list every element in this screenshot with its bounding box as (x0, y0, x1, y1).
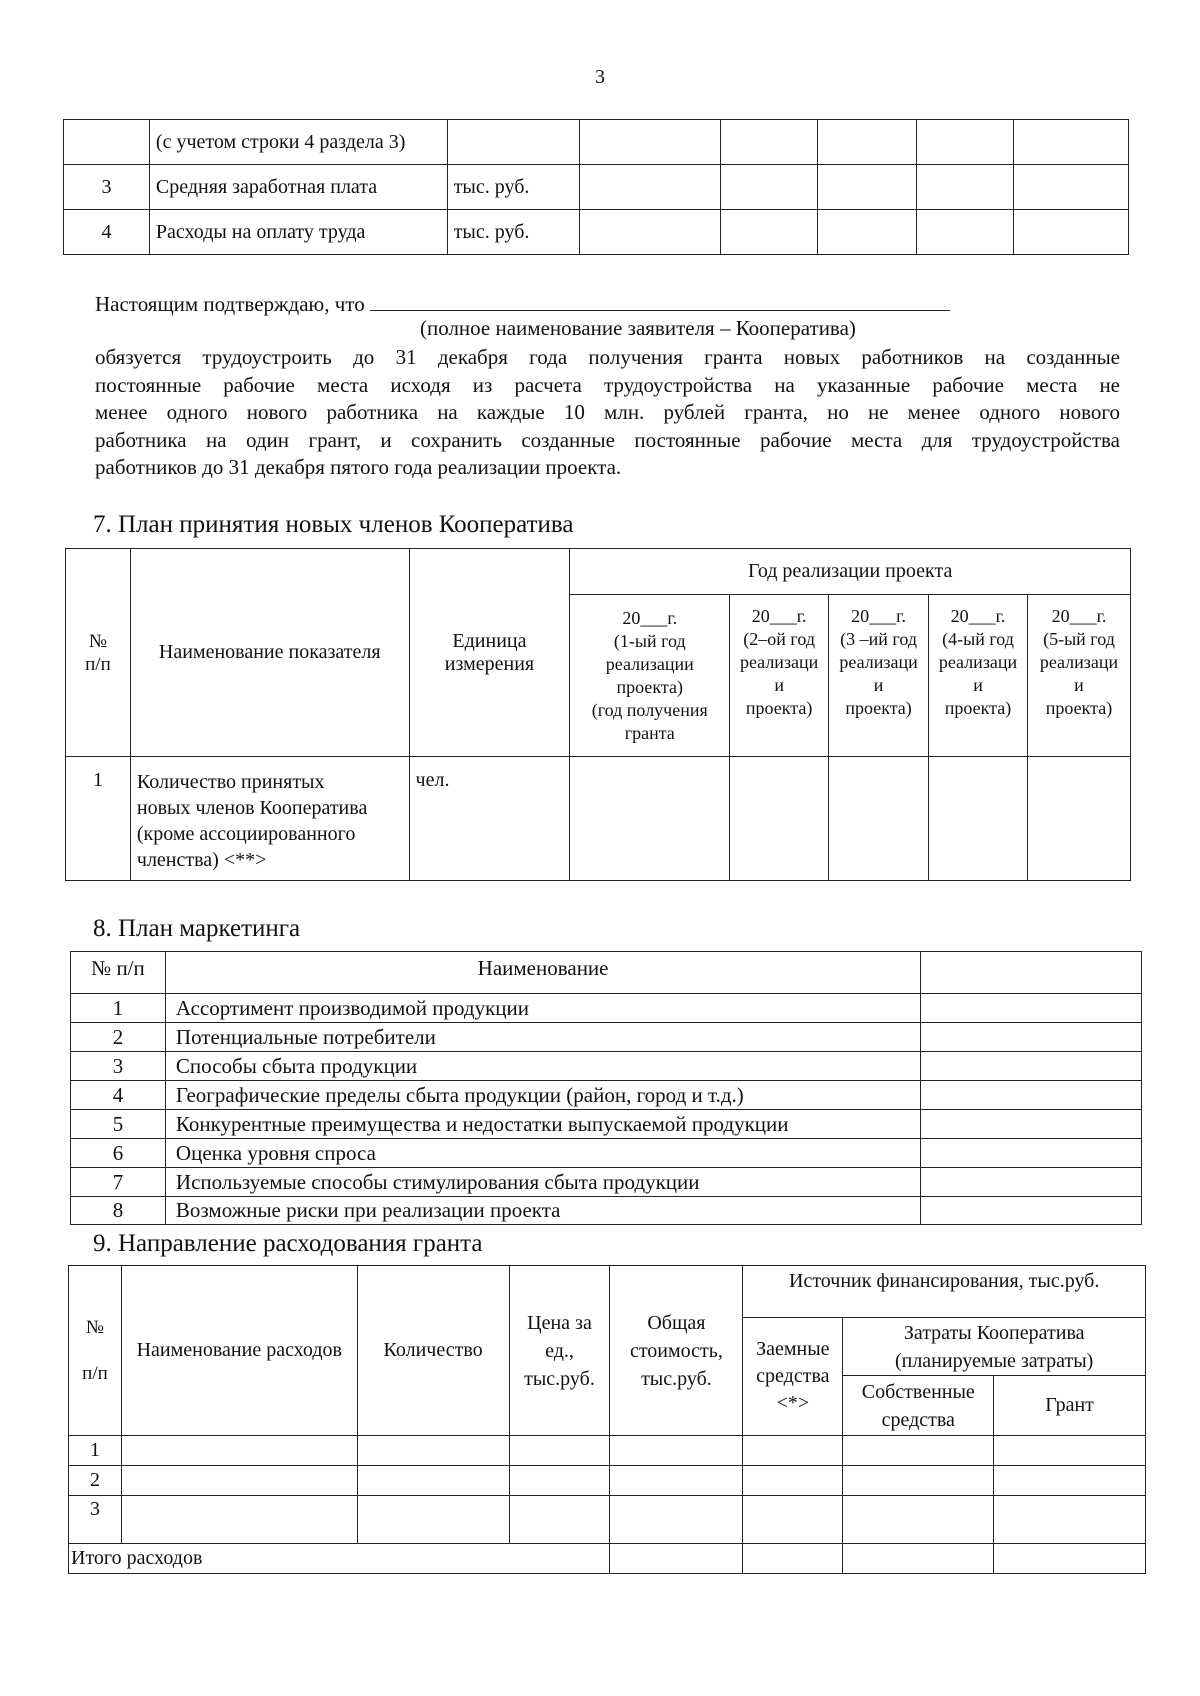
col-group-project-year: Год реализации проекта (570, 549, 1131, 595)
row-name: Оценка уровня спроса (165, 1139, 920, 1168)
total-loan-cell[interactable] (743, 1544, 843, 1574)
header-line: тыс.руб. (524, 1367, 595, 1390)
table-row (71, 1023, 1142, 1052)
col-header-loan-funds (743, 1318, 843, 1436)
row-number: 4 (71, 1081, 166, 1110)
col-header-grant: Грант (994, 1376, 1146, 1436)
header-line: и (973, 675, 983, 695)
value-cell[interactable] (917, 210, 1014, 255)
header-line: проекта) (944, 698, 1012, 718)
header-line: 20___г. (1051, 606, 1107, 626)
value-cell[interactable] (121, 1466, 357, 1496)
row-name: Расходы на оплату труда (149, 210, 447, 255)
row-name-line: (кроме ассоциированного (136, 823, 356, 845)
table-row (69, 1466, 1146, 1496)
value-cell[interactable] (1014, 165, 1129, 210)
table-row (71, 1168, 1142, 1197)
table-row (71, 1052, 1142, 1081)
col-group-coop-costs (843, 1318, 1146, 1376)
value-cell[interactable] (743, 1496, 843, 1544)
applicant-name-hint: (полное наименование заявителя – Кооператива) (420, 316, 856, 340)
confirmation-line: работников до 31 декабря пятого года реализации проекта. (95, 455, 622, 479)
row-name: Потенциальные потребители (165, 1023, 920, 1052)
total-cost-cell[interactable] (610, 1544, 743, 1574)
value-cell[interactable] (610, 1466, 743, 1496)
value-cell[interactable] (917, 120, 1014, 165)
row-unit (447, 120, 579, 165)
row-number: 4 (64, 210, 150, 255)
value-cell[interactable] (1014, 210, 1129, 255)
header-line: реализации (605, 653, 694, 674)
confirmation-line: работника на один грант, и сохранить созданные постоянные рабочие места для трудоустройства (95, 427, 1120, 452)
table-row (71, 1197, 1142, 1225)
value-cell[interactable] (994, 1436, 1146, 1466)
row-name: Средняя заработная плата (149, 165, 447, 210)
value-cell[interactable] (579, 120, 721, 165)
row-name: Используемые способы стимулирования сбыта продукции (165, 1168, 920, 1197)
value-cell[interactable] (509, 1466, 610, 1496)
value-cell[interactable] (357, 1466, 509, 1496)
value-cell[interactable] (1014, 120, 1129, 165)
value-cell[interactable] (843, 1496, 994, 1544)
header-line: (5-ый год (1043, 629, 1115, 649)
value-cell[interactable] (509, 1436, 610, 1466)
value-cell[interactable] (921, 1139, 1142, 1168)
value-cell[interactable] (921, 1197, 1142, 1225)
header-line: (планируемые затраты) (894, 1349, 1094, 1372)
row-name: (с учетом строки 4 раздела 3) (149, 120, 447, 165)
value-cell[interactable] (579, 165, 721, 210)
header-line: (год получения (591, 699, 708, 720)
staff-table-continuation (63, 119, 1129, 255)
header-line: стоимость, (629, 1339, 723, 1362)
table-row (64, 165, 1129, 210)
col-header-year-5 (1027, 595, 1130, 757)
header-line: Цена за (527, 1311, 592, 1334)
header-line: № (85, 1316, 105, 1338)
row-number (64, 120, 150, 165)
confirmation-line: постоянные рабочие места исходя из расчета трудоустройства на указанные рабочие места не (95, 372, 1120, 397)
col-header-number: № п/п (71, 952, 166, 994)
value-cell[interactable] (921, 1168, 1142, 1197)
applicant-name-field[interactable] (370, 288, 950, 311)
header-line: проекта) (745, 698, 813, 718)
col-header-number (69, 1266, 122, 1436)
value-cell[interactable] (929, 757, 1028, 881)
col-header-name: Наименование показателя (130, 549, 409, 757)
header-line: и (1074, 675, 1084, 695)
table-row (69, 1436, 1146, 1466)
row-number: 2 (69, 1466, 122, 1496)
row-unit: тыс. руб. (447, 210, 579, 255)
header-line: средства (756, 1365, 830, 1387)
table-row (64, 210, 1129, 255)
grant-spending-table (68, 1265, 1146, 1574)
header-line: реализаци (938, 652, 1018, 672)
col-header-expense-name: Наименование расходов (121, 1266, 357, 1436)
header-line: проекта) (616, 676, 683, 697)
confirmation-line: обязуется трудоустроить до 31 декабря года получения гранта новых работников на созданные (95, 345, 1120, 369)
header-line: реализаци (839, 652, 918, 672)
value-cell[interactable] (721, 210, 818, 255)
header-line: ед., (545, 1339, 574, 1362)
row-name: Конкурентные преимущества и недостатки выпускаемой продукции (165, 1110, 920, 1139)
value-cell[interactable] (509, 1496, 610, 1544)
col-header-unit (409, 549, 570, 757)
new-members-plan-table (65, 548, 1131, 881)
confirmation-line: менее одного нового работника на каждые 10 млн. рублей гранта, но не менее одного нового (95, 400, 1120, 424)
col-header-year-2 (730, 595, 829, 757)
value-cell[interactable] (917, 165, 1014, 210)
value-cell[interactable] (843, 1436, 994, 1466)
row-unit: чел. (409, 757, 570, 881)
row-name-line: новых членов Кооператива (136, 797, 368, 819)
value-cell[interactable] (121, 1436, 357, 1466)
header-line: 20___г. (851, 606, 906, 626)
value-cell[interactable] (743, 1436, 843, 1466)
header-line: измерения (444, 652, 535, 675)
value-cell[interactable] (743, 1466, 843, 1496)
header-line: 20___г. (622, 607, 678, 628)
value-cell[interactable] (721, 120, 818, 165)
header-line: 20___г. (751, 606, 807, 626)
confirmation-body (95, 344, 1120, 482)
col-header-number (66, 549, 131, 757)
total-row (69, 1544, 1146, 1574)
row-name: Возможные риски при реализации проекта (165, 1197, 920, 1225)
value-cell[interactable] (921, 994, 1142, 1023)
table-row (64, 120, 1129, 165)
header-line: проекта) (1045, 698, 1113, 718)
section-7-title: 7. План принятия новых членов Кооператива (93, 511, 574, 538)
header-line: Общая (647, 1311, 706, 1334)
value-cell[interactable] (357, 1496, 509, 1544)
header-line: проекта) (845, 698, 912, 718)
section-9-title: 9. Направление расходования гранта (93, 1230, 483, 1257)
total-label: Итого расходов (69, 1544, 610, 1574)
col-header-year-4 (929, 595, 1028, 757)
header-line: и (774, 675, 784, 695)
value-cell[interactable] (921, 1110, 1142, 1139)
header-line: п/п (82, 1362, 108, 1384)
value-cell[interactable] (829, 757, 929, 881)
header-line: п/п (85, 653, 111, 675)
header-line: средства (881, 1408, 955, 1431)
col-header-quantity: Количество (357, 1266, 509, 1436)
col-header-name: Наименование (165, 952, 920, 994)
section-8-title: 8. План маркетинга (93, 915, 301, 942)
row-number: 7 (71, 1168, 166, 1197)
value-cell[interactable] (921, 1023, 1142, 1052)
col-header-total-cost (610, 1266, 743, 1436)
row-name: Способы сбыта продукции (165, 1052, 920, 1081)
table-row (71, 1081, 1142, 1110)
header-line: (3 –ий год (840, 629, 917, 649)
row-number: 3 (64, 165, 150, 210)
header-line: <*> (776, 1392, 810, 1414)
row-unit: тыс. руб. (447, 165, 579, 210)
total-own-cell[interactable] (843, 1544, 994, 1574)
table-row (66, 757, 1131, 881)
row-number: 2 (71, 1023, 166, 1052)
row-number: 1 (66, 757, 131, 881)
value-cell[interactable] (994, 1496, 1146, 1544)
row-number: 6 (71, 1139, 166, 1168)
header-line: реализаци (1039, 652, 1119, 672)
row-name-line: членства) <**> (136, 849, 267, 871)
table-row (71, 1139, 1142, 1168)
col-header-year-1 (570, 595, 730, 757)
confirmation-lead-line (95, 288, 1120, 319)
header-line: 20___г. (950, 606, 1006, 626)
col-header-value (921, 952, 1142, 994)
value-cell[interactable] (818, 165, 917, 210)
row-number: 1 (69, 1436, 122, 1466)
value-cell[interactable] (818, 210, 917, 255)
header-line: реализаци (739, 652, 819, 672)
col-header-own-funds (843, 1376, 994, 1436)
row-number: 8 (71, 1197, 166, 1225)
header-line: (4-ый год (942, 629, 1014, 649)
total-grant-cell[interactable] (994, 1544, 1146, 1574)
col-group-funding-source: Источник финансирования, тыс.руб. (743, 1266, 1146, 1318)
header-line: (2–ой год (743, 629, 815, 649)
header-line: Собственные (861, 1380, 975, 1403)
value-cell[interactable] (1027, 757, 1130, 881)
row-number: 1 (71, 994, 166, 1023)
header-line: (1-ый год (613, 630, 686, 651)
table-row (71, 1110, 1142, 1139)
value-cell[interactable] (121, 1496, 357, 1544)
row-number: 3 (71, 1052, 166, 1081)
row-name: Географические пределы сбыта продукции (район, город и т.д.) (165, 1081, 920, 1110)
row-name: Ассортимент производимой продукции (165, 994, 920, 1023)
col-header-year-3 (829, 595, 929, 757)
value-cell[interactable] (730, 757, 829, 881)
page-number: 3 (595, 66, 605, 88)
header-line: и (873, 675, 884, 695)
row-name (130, 757, 409, 881)
header-line: тыс.руб. (641, 1367, 712, 1390)
value-cell[interactable] (357, 1436, 509, 1466)
value-cell[interactable] (610, 1436, 743, 1466)
value-cell[interactable] (921, 1052, 1142, 1081)
value-cell[interactable] (994, 1466, 1146, 1496)
value-cell[interactable] (570, 757, 730, 881)
value-cell[interactable] (843, 1466, 994, 1496)
confirmation-lead: Настоящим подтверждаю, что (95, 292, 365, 316)
header-line: Единица (452, 629, 527, 652)
header-line: Затраты Кооператива (903, 1321, 1085, 1344)
value-cell[interactable] (610, 1496, 743, 1544)
marketing-plan-table (70, 951, 1142, 1225)
header-line: гранта (624, 722, 675, 743)
header-line: № (88, 630, 108, 652)
value-cell[interactable] (579, 210, 721, 255)
row-number: 5 (71, 1110, 166, 1139)
value-cell[interactable] (721, 165, 818, 210)
row-number: 3 (69, 1496, 122, 1544)
value-cell[interactable] (818, 120, 917, 165)
table-row (71, 994, 1142, 1023)
value-cell[interactable] (921, 1081, 1142, 1110)
header-line: Заемные (756, 1338, 830, 1360)
col-header-unit-price (509, 1266, 610, 1436)
table-row (69, 1496, 1146, 1544)
row-name-line: Количество принятых (136, 771, 325, 793)
